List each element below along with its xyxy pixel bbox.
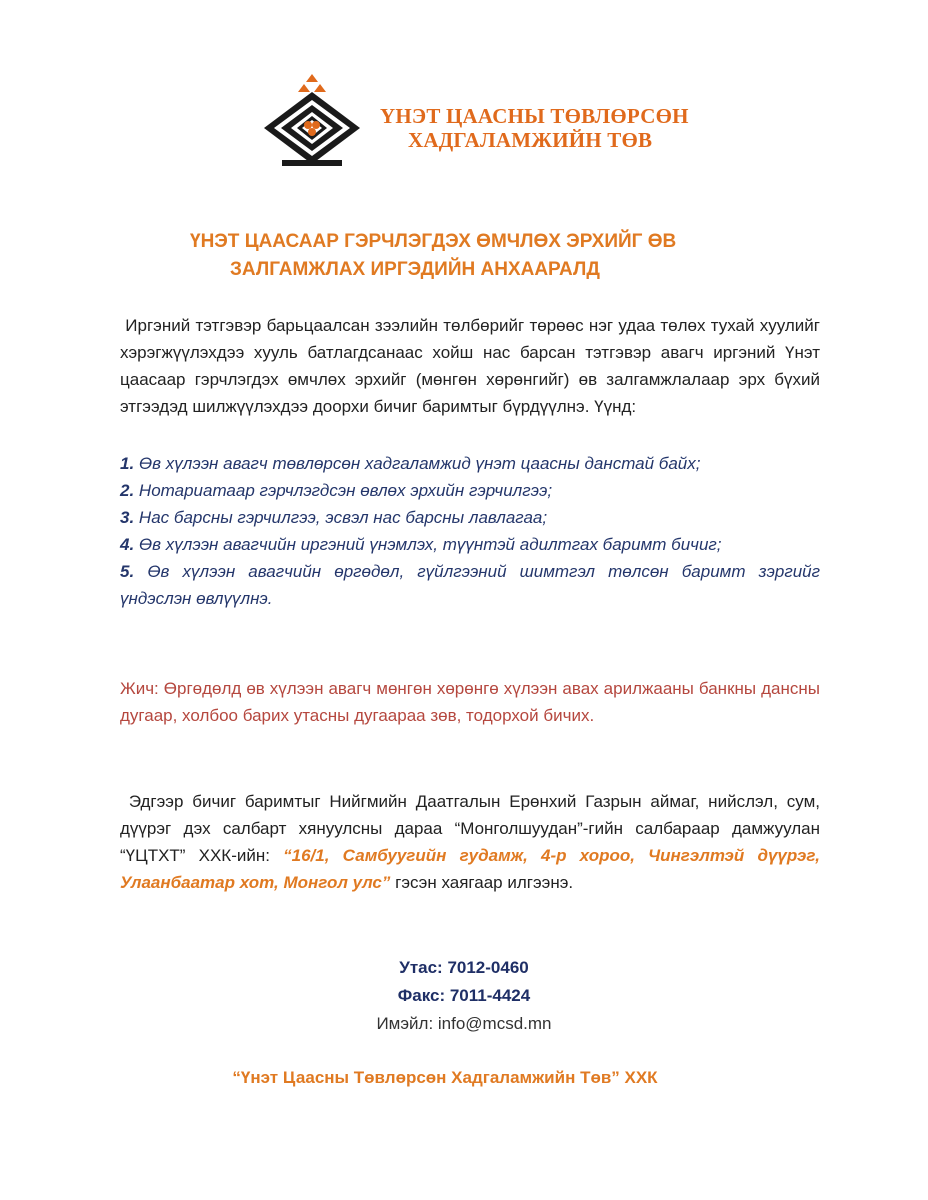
list-item-number: 5. [120, 562, 135, 581]
instructions-text-end: гэсэн хаягаар илгээнэ. [390, 873, 574, 892]
email-address[interactable]: Имэйл: info@mcsd.mn [376, 1014, 552, 1033]
footer-company-name: “Үнэт Цаасны Төвлөрсөн Хадгаламжийн Төв” ХХК [232, 1068, 658, 1087]
list-item-number: 4. [120, 535, 135, 554]
organization-name-line1: ҮНЭТ ЦААСНЫ ТӨВЛӨРСӨН [380, 104, 689, 128]
list-item-text: Өв хүлээн авагчийн өргөдөл, гүйлгээний шимтгэл төлсөн баримт зэргийг үндэслэн өвлүүлнэ. [120, 562, 820, 608]
organization-name [380, 104, 689, 152]
list-item-number: 3. [120, 508, 135, 527]
document-title [190, 228, 790, 284]
title-line1: ҮНЭТ ЦААСААР ГЭРЧЛЭГДЭХ ӨМЧЛӨХ ЭРХИЙГ ӨВ [190, 231, 677, 252]
title-line2: ЗАЛГАМЖЛАХ ИРГЭДИЙН АНХААРАЛД [230, 259, 600, 280]
list-item-text: Өв хүлээн авагчийн иргэний үнэмлэх, түүнтэй адилтгах баримт бичиг; [138, 535, 722, 554]
instructions-text: Эдгээр бичиг баримтыг Нийгмийн Даатгалын Ерөнхий Газрын аймаг, нийслэл, сум, дүүрэг дэх салбарт хянуулсны дараа “Монголшуудан”-гийн салбараар дамжуулан “ҮЦТХТ” ХХК-ийн: [120, 792, 820, 865]
list-item-number: 1. [120, 454, 135, 473]
intro-text: Иргэний тэтгэвэр барьцаалсан зээлийн төлбөрийг төрөөс нэг удаа төлөх тухай хуулийг хэрэгжүүлэхдээ хууль батлагдсанаас хойш нас барсан тэтгэвэр авагч иргэний Үнэт цаасаар гэрчлэгдэх өмчлөх эрхийг (мөнгөн хөрөнгийг) өв залгамжлалаар эрх бүхий этгээдэд шилжүүлэхдээ доорхи бичиг баримтыг бүрдүүлнэ. Үүнд: [120, 316, 820, 416]
intro-paragraph [120, 312, 820, 420]
list-item [120, 477, 820, 504]
list-item-text: Өв хүлээн авагч төвлөрсөн хадгаламжид үнэт цаасны данстай байх; [138, 454, 701, 473]
instructions-paragraph [120, 788, 820, 896]
list-item [120, 558, 820, 612]
list-item-number: 2. [120, 481, 135, 500]
list-item-text: Нас барсны гэрчилгээ, эсвэл нас барсны лавлагаа; [138, 508, 548, 527]
list-item-text: Нотариатаар гэрчлэгдсэн өвлөх эрхийн гэрчилгээ; [138, 481, 553, 500]
note-paragraph: Жич: Өргөдөлд өв хүлээн авагч мөнгөн хөрөнгө хүлээн авах арилжааны банкны дансны дугаар, холбоо барих утасны дугаараа зөв, тодорхой бичих. [120, 679, 820, 725]
list-item [120, 531, 820, 558]
requirements-list [120, 450, 820, 612]
fax-number: Факс: 7011-4424 [397, 986, 531, 1005]
organization-name-line2: ХАДГАЛАМЖИЙН ТӨВ [408, 128, 653, 152]
mcsd-logo-icon [262, 74, 362, 170]
list-item [120, 504, 820, 531]
mailing-address: “16/1, Самбуугийн гудамж, 4-р хороо, Чингэлтэй дүүрэг, Улаанбаатар хот, Монгол улс” [120, 846, 820, 892]
list-item [120, 450, 820, 477]
phone-number: Утас: 7012-0460 [399, 958, 529, 977]
